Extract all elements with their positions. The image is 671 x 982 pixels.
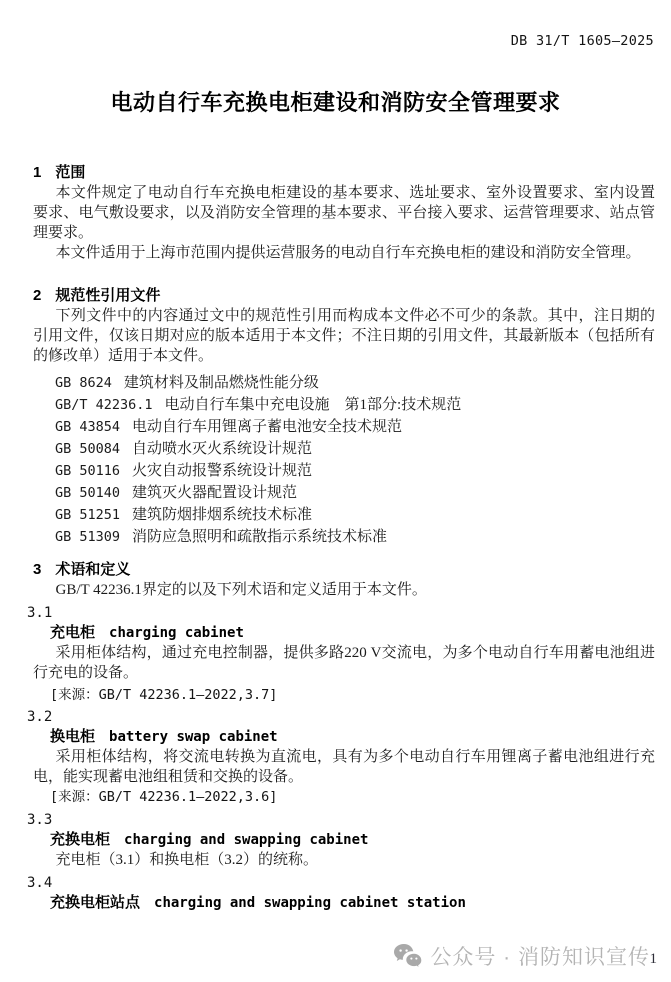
term-title <box>33 893 655 913</box>
reference-code: GB 51309 <box>55 529 121 545</box>
term-block <box>27 707 655 807</box>
reference-item <box>33 504 655 526</box>
term-number: 3.2 <box>27 709 53 725</box>
reference-list <box>33 372 655 548</box>
reference-code: GB 43854 <box>55 419 121 435</box>
term-zh: 充电柜 <box>50 624 96 641</box>
reference-title: 建筑灭火器配置设计规范 <box>132 485 298 501</box>
section-number: 3 <box>33 561 42 578</box>
term-definition: 采用柜体结构，通过充电控制器，提供多路220 V交流电，为多个电动自行车用蓄电池组进行充电的设备。 <box>33 645 655 681</box>
reference-title: 电动自行车集中充电设施 第1部分:技术规范 <box>164 397 462 413</box>
term-title <box>33 830 655 850</box>
paragraph: 本文件规定了电动自行车充换电柜建设的基本要求、选址要求、室外设置要求、室内设置要求、电气敷设要求，以及消防安全管理的基本要求、平台接入要求、运营管理要求、站点管理要求。 <box>33 185 655 241</box>
paragraph: 下列文件中的内容通过文中的规范性引用而构成本文件必不可少的条款。其中，注日期的引用文件，仅该日期对应的版本适用于本文件；不注日期的引用文件，其最新版本（包括所有的修改单）适用于本文件。 <box>33 308 655 364</box>
reference-item <box>33 482 655 504</box>
reference-title: 火灾自动报警系统设计规范 <box>132 463 313 479</box>
reference-title: 电动自行车用锂离子蓄电池安全技术规范 <box>132 419 403 435</box>
term-block <box>27 810 655 870</box>
page-number: 1 <box>649 951 657 967</box>
reference-item <box>33 526 655 548</box>
term-en: charging cabinet <box>109 625 244 641</box>
term-definition: 采用柜体结构，将交流电转换为直流电，具有为多个电动自行车用锂离子蓄电池组进行充电，能实现蓄电池组租赁和交换的设备。 <box>33 749 655 785</box>
reference-code: GB 50140 <box>55 485 121 501</box>
term-title <box>33 623 655 643</box>
term-source: [来源：GB/T 42236.1—2022,3.7] <box>50 687 278 703</box>
term-zh: 换电柜 <box>50 728 96 745</box>
reference-item <box>33 460 655 482</box>
reference-item <box>33 438 655 460</box>
reference-code: GB 8624 <box>55 375 112 391</box>
term-number: 3.4 <box>27 875 53 891</box>
document-body <box>27 163 655 913</box>
section-heading-normative-refs <box>33 286 655 306</box>
section-heading-label: 规范性引用文件 <box>55 287 161 304</box>
reference-code: GB 50116 <box>55 463 121 479</box>
term-title <box>33 727 655 747</box>
reference-title: 建筑防烟排烟系统技术标准 <box>132 507 313 523</box>
reference-code: GB 51251 <box>55 507 121 523</box>
reference-title: 建筑材料及制品燃烧性能分级 <box>123 375 319 391</box>
section-number: 2 <box>33 287 42 304</box>
term-definition: 充电柜（3.1）和换电柜（3.2）的统称。 <box>55 852 319 868</box>
term-en: charging and swapping cabinet <box>124 832 369 848</box>
doc-code: DB 31/T 1605—2025 <box>510 33 654 49</box>
section-heading-label: 范围 <box>55 164 86 181</box>
term-zh: 充换电柜 <box>50 831 111 848</box>
reference-code: GB/T 42236.1 <box>55 397 153 413</box>
terms-intro: GB/T 42236.1界定的以及下列术语和定义适用于本文件。 <box>55 582 427 598</box>
paragraph: 本文件适用于上海市范围内提供运营服务的电动自行车充换电柜的建设和消防安全管理。 <box>55 245 641 261</box>
term-en: battery swap cabinet <box>109 729 278 745</box>
reference-item <box>33 416 655 438</box>
reference-title: 消防应急照明和疏散指示系统技术标准 <box>132 529 388 545</box>
term-block <box>27 873 655 913</box>
term-en: charging and swapping cabinet station <box>154 895 466 911</box>
term-block <box>27 603 655 705</box>
term-number: 3.1 <box>27 605 53 621</box>
watermark <box>393 941 650 971</box>
reference-item <box>33 372 655 394</box>
reference-code: GB 50084 <box>55 441 121 457</box>
reference-title: 自动喷水灭火系统设计规范 <box>132 441 313 457</box>
term-zh: 充换电柜站点 <box>50 894 141 911</box>
section-heading-terms <box>33 560 655 580</box>
term-number: 3.3 <box>27 812 53 828</box>
doc-title: 电动自行车充换电柜建设和消防安全管理要求 <box>110 90 561 115</box>
section-heading-scope <box>33 163 655 183</box>
wechat-icon <box>393 943 423 969</box>
section-number: 1 <box>33 164 42 181</box>
term-source: [来源：GB/T 42236.1—2022,3.6] <box>50 789 278 805</box>
watermark-text: 公众号 · 消防知识宣传 <box>430 946 650 969</box>
reference-item <box>33 394 655 416</box>
section-heading-label: 术语和定义 <box>55 561 131 578</box>
